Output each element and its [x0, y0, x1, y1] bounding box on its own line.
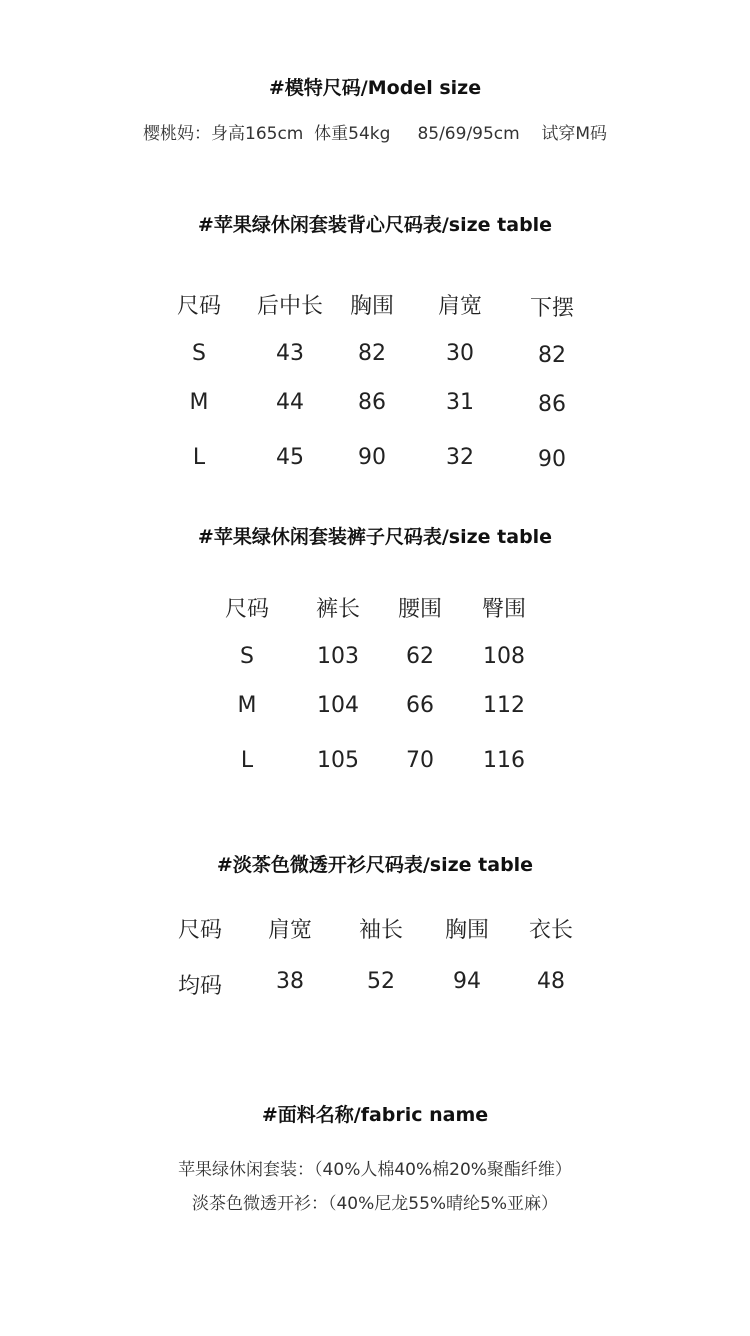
table-cell: 32 — [446, 445, 474, 470]
fabric-line-suit: 苹果绿休闲套装：（40%人棉40%棉20%聚酯纤维） — [178, 1160, 572, 1180]
table-header: 臀围 — [481, 597, 527, 622]
table-cell: 108 — [483, 644, 525, 669]
table-cell: 52 — [367, 969, 395, 994]
cardigan-size-heading: #淡茶色微透开衫尺码表/size table — [216, 854, 534, 876]
table-cell: 70 — [406, 748, 434, 773]
table-cell: 82 — [538, 343, 566, 368]
table-header: 尺码 — [177, 918, 223, 943]
vest-size-heading: #苹果绿休闲套装背心尺码表/size table — [197, 214, 553, 236]
table-cell: 66 — [406, 693, 434, 718]
table-cell: 45 — [276, 445, 304, 470]
table-cell: L — [240, 748, 254, 773]
table-cell: 116 — [483, 748, 525, 773]
pants-size-heading: #苹果绿休闲套装裤子尺码表/size table — [197, 526, 553, 548]
table-cell: 30 — [446, 341, 474, 366]
table-cell: 43 — [276, 341, 304, 366]
table-cell: 104 — [317, 693, 359, 718]
table-cell: L — [192, 445, 206, 470]
table-cell: 82 — [358, 341, 386, 366]
fabric-line-cardigan: 淡茶色微透开衫：（40%尼龙55%晴纶5%亚麻） — [191, 1194, 559, 1214]
table-cell: 112 — [483, 693, 525, 718]
table-cell: S — [192, 341, 206, 366]
table-header: 裤长 — [315, 597, 361, 622]
table-cell: 90 — [538, 447, 566, 472]
model-size-heading: #模特尺码/Model size — [268, 77, 482, 99]
table-cell: 均码 — [177, 974, 223, 999]
table-header: 衣长 — [528, 918, 574, 943]
table-cell: 44 — [276, 390, 304, 415]
table-cell: 103 — [317, 644, 359, 669]
table-cell: 38 — [276, 969, 304, 994]
table-cell: S — [240, 644, 254, 669]
table-cell: 86 — [358, 390, 386, 415]
table-header: 胸围 — [444, 918, 490, 943]
table-cell: 31 — [446, 390, 474, 415]
table-header: 肩宽 — [267, 918, 313, 943]
table-header: 尺码 — [176, 294, 222, 319]
fabric-heading: #面料名称/fabric name — [261, 1104, 489, 1126]
table-cell: 62 — [406, 644, 434, 669]
table-cell: 86 — [538, 392, 566, 417]
table-header: 胸围 — [349, 294, 395, 319]
table-header: 后中长 — [256, 294, 324, 319]
table-header: 袖长 — [358, 918, 404, 943]
model-info: 樱桃妈：身高165cm 体重54kg 85/69/95cm 试穿M码 — [143, 124, 607, 144]
table-cell: 90 — [358, 445, 386, 470]
table-cell: M — [237, 693, 257, 718]
table-header: 尺码 — [224, 597, 270, 622]
table-header: 肩宽 — [437, 294, 483, 319]
table-cell: M — [189, 390, 209, 415]
table-header: 下摆 — [529, 296, 575, 321]
table-cell: 105 — [317, 748, 359, 773]
table-cell: 48 — [537, 969, 565, 994]
table-header: 腰围 — [397, 597, 443, 622]
table-cell: 94 — [453, 969, 481, 994]
